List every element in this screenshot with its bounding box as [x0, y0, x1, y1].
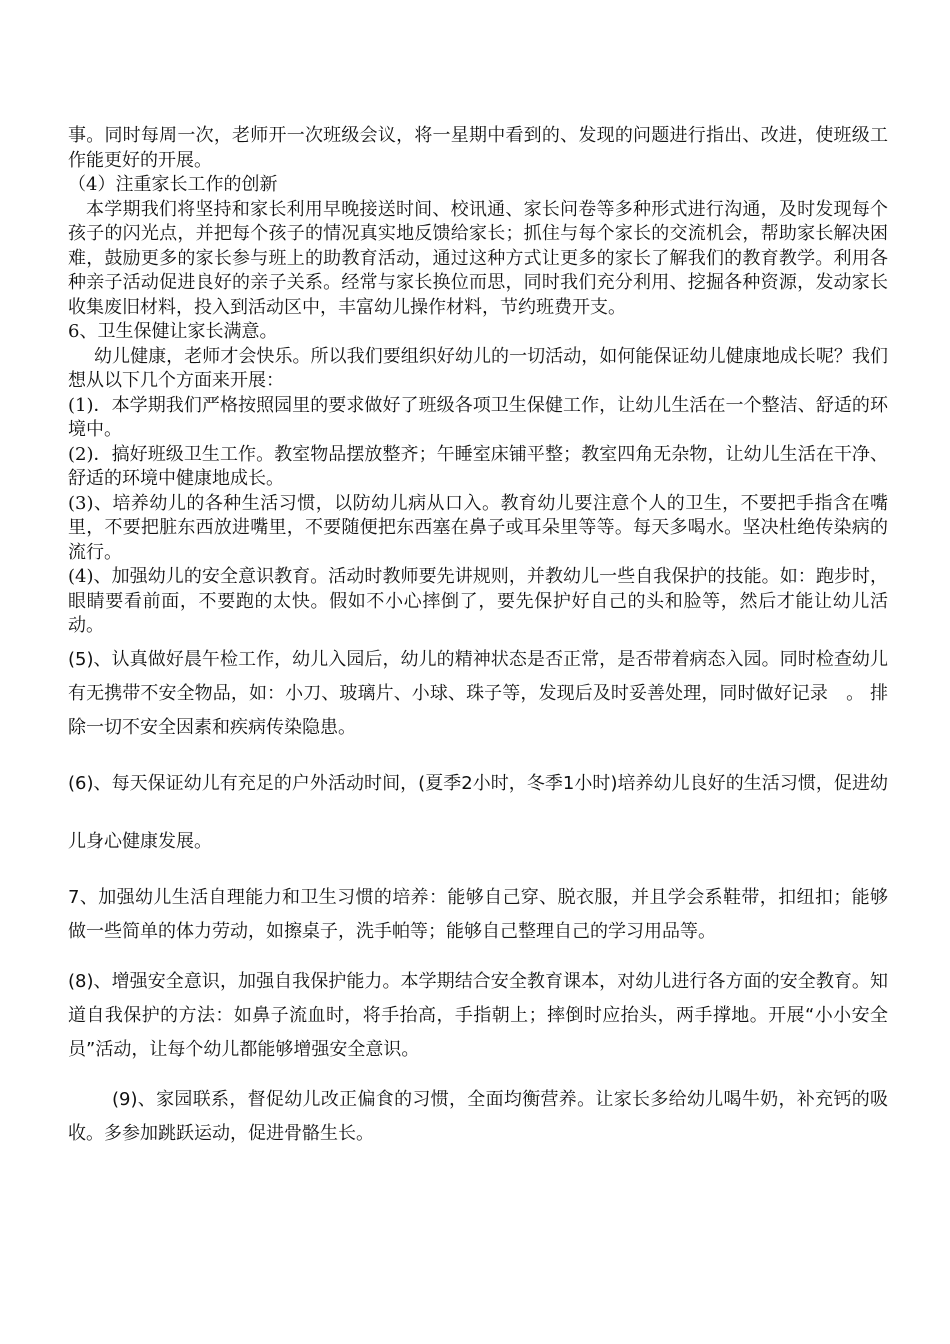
item-3-living-habits: (3)、培养幼儿的各种生活习惯，以防幼儿病从口入。教育幼儿要注意个人的卫生，不要把手指含在嘴里，不要把脏东西放进嘴里，不要随便把东西塞在鼻子或耳朵里等等。每天多喝水。坚决杜绝传染病的流行。: [68, 492, 888, 563]
item-2-class-cleaning: (2)．搞好班级卫生工作。教室物品摆放整齐；午睡室床铺平整；教室四角无杂物，让幼儿生活在干净、舒适的环境中健康地成长。: [68, 443, 888, 489]
paragraph-health-intro: 幼儿健康，老师才会快乐。所以我们要组织好幼儿的一切活动，如何能保证幼儿健康地成长呢？我们想从以下几个方面来开展：: [68, 345, 888, 391]
heading-health-care: 6、卫生保健让家长满意。: [68, 321, 278, 342]
paragraph-class-meeting: 事。同时每周一次，老师开一次班级会议，将一星期中看到的、发现的问题进行指出、改进，使班级工作能更好的开展。: [68, 125, 888, 171]
item-7-self-care: 7、加强幼儿生活自理能力和卫生习惯的培养：能够自己穿、脱衣服，并且学会系鞋带，扣纽扣；能够做一些简单的体力劳动，如擦桌子，洗手帕等；能够自己整理自己的学习用品等。: [68, 886, 888, 942]
heading-parent-work-innovation: （4）注重家长工作的创新: [68, 174, 278, 195]
paragraph-parent-work: 本学期我们将坚持和家长利用早晚接送时间、校讯通、家长问卷等多种形式进行沟通，及时发现每个孩子的闪光点，并把每个孩子的情况真实地反馈给家长；抓住与每个家长的交流机会，帮助家长解决困难，鼓励更多的家长参与班上的助教育活动，通过这种方式让更多的家长了解我们的教育教学。利用各种亲子活动促进良好的亲子关系。经常与家长换位而思，同时我们充分利用、挖掘各种资源，发动家长收集废旧材料，投入到活动区中，丰富幼儿操作材料，节约班费开支。: [68, 198, 888, 318]
item-5-morning-check: (5)、认真做好晨午检工作，幼儿入园后，幼儿的精神状态是否正常，是否带着病态入园。同时检查幼儿有无携带不安全物品，如：小刀、玻璃片、小球、珠子等，发现后及时妥善处理，同时做好记录 。 排除一切不安全因素和疾病传染隐患。: [68, 648, 888, 738]
item-8-safety-education: (8)、增强安全意识，加强自我保护能力。本学期结合安全教育课本，对幼儿进行各方面的安全教育。知道自我保护的方法：如鼻子流血时，将手抬高，手指朝上；摔倒时应抬头，两手撑地。开展“小小安全员”活动，让每个幼儿都能够增强安全意识。: [68, 970, 888, 1060]
item-4-safety-awareness: (4)、加强幼儿的安全意识教育。活动时教师要先讲规则，并教幼儿一些自我保护的技能。如：跑步时，眼睛要看前面，不要跑的太快。假如不小心摔倒了，要先保护好自己的头和脸等，然后才能让幼儿活动。: [68, 566, 888, 636]
document-body: [68, 124, 888, 1151]
item-6-outdoor-activity: (6)、每天保证幼儿有充足的户外活动时间，(夏季2小时，冬季1小时)培养幼儿良好的生活习惯，促进幼儿身心健康发展。: [68, 772, 888, 852]
item-9-home-school-contact: (9)、家园联系，督促幼儿改正偏食的习惯，全面均衡营养。让家长多给幼儿喝牛奶，补充钙的吸收。多参加跳跃运动，促进骨骼生长。: [68, 1088, 888, 1144]
item-1-hygiene-work: (1)．本学期我们严格按照园里的要求做好了班级各项卫生保健工作，让幼儿生活在一个整洁、舒适的环境中。: [68, 394, 888, 440]
lower-section: [68, 643, 888, 1151]
